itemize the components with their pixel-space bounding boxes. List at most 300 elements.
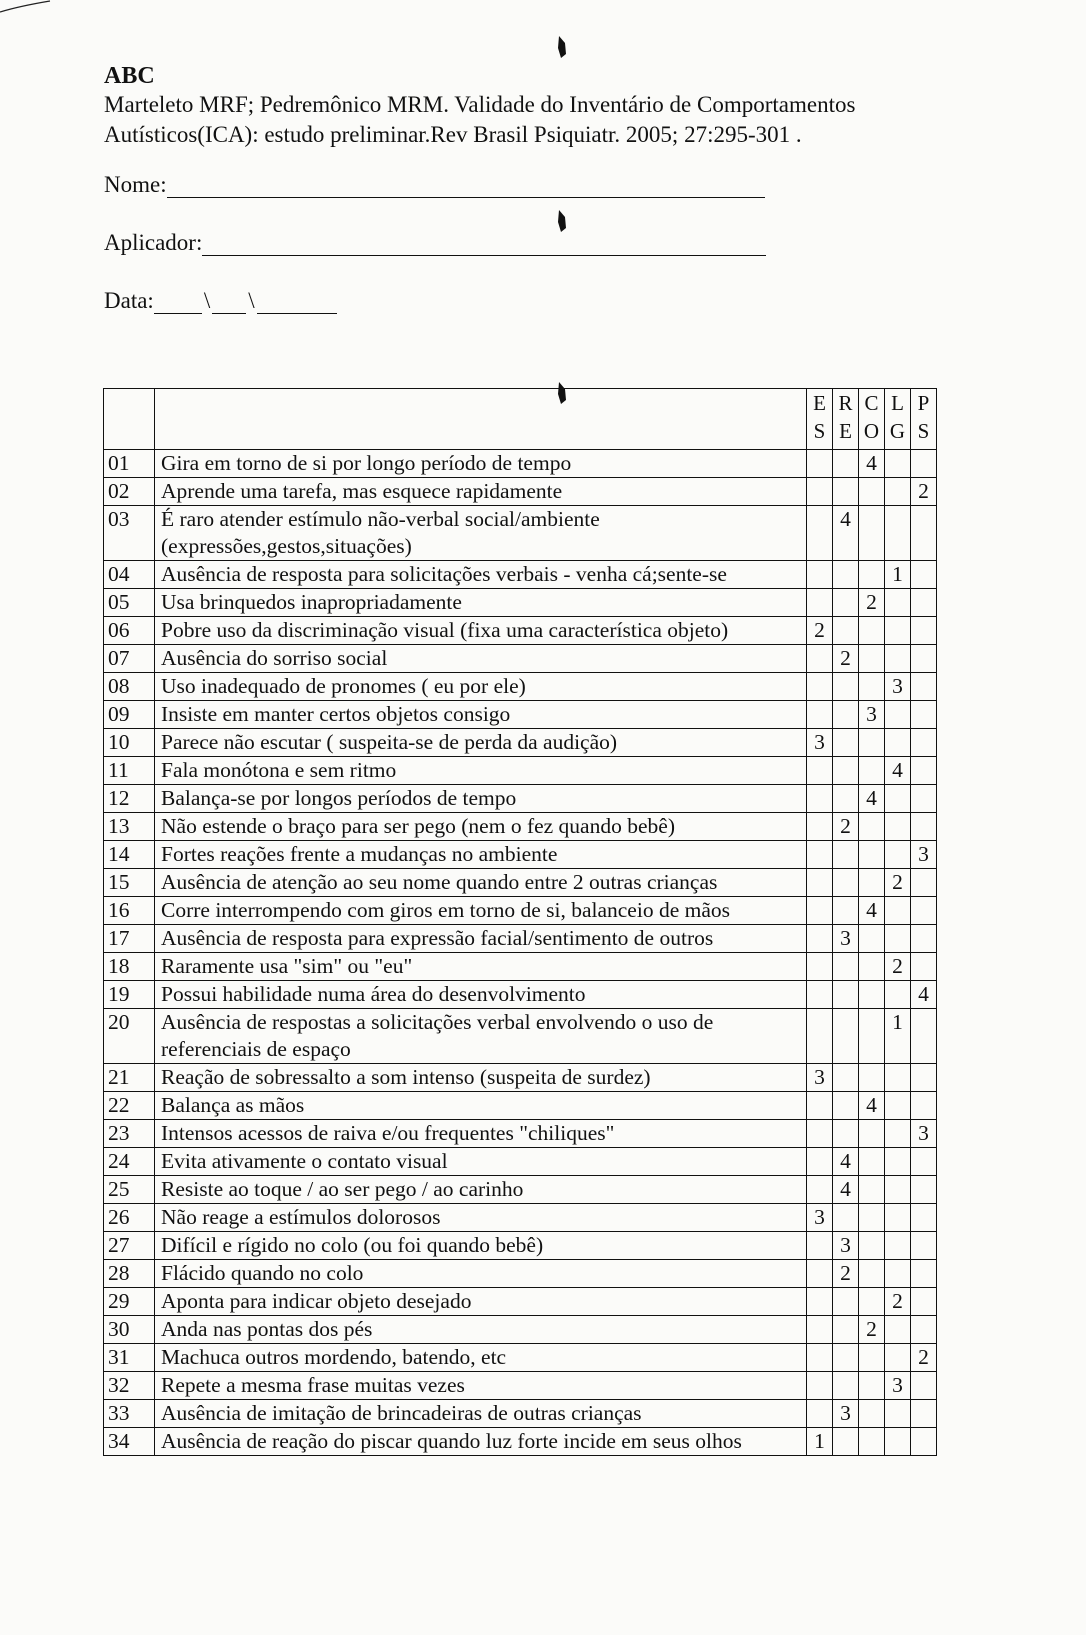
item-number: 25	[104, 1176, 155, 1204]
score-cell-empty[interactable]	[911, 869, 937, 897]
table-row	[104, 1204, 937, 1232]
score-cell-filled[interactable]: 4	[833, 1176, 859, 1204]
score-cell-empty[interactable]	[859, 1204, 885, 1232]
item-description: Ausência de resposta para expressão facial/sentimento de outros	[155, 925, 807, 953]
score-cell-filled[interactable]: 3	[833, 1400, 859, 1428]
score-cell-empty[interactable]	[911, 1288, 937, 1316]
score-cell-empty[interactable]	[885, 1232, 911, 1260]
score-cell-empty[interactable]	[885, 478, 911, 506]
item-description: Evita ativamente o contato visual	[155, 1148, 807, 1176]
item-description: Ausência de atenção ao seu nome quando entre 2 outras crianças	[155, 869, 807, 897]
score-cell-empty[interactable]	[911, 1316, 937, 1344]
score-cell-empty[interactable]	[807, 897, 833, 925]
date-month-blank[interactable]	[212, 291, 246, 314]
table-row	[104, 1316, 937, 1344]
score-cell-empty[interactable]	[807, 757, 833, 785]
item-number: 14	[104, 841, 155, 869]
item-description: Flácido quando no colo	[155, 1260, 807, 1288]
document-title: ABC	[104, 63, 155, 89]
score-cell-empty[interactable]	[885, 785, 911, 813]
abc-checklist-table	[103, 388, 937, 1456]
item-description: Ausência de resposta para solicitações verbais - venha cá;sente-se	[155, 561, 807, 589]
score-cell-empty[interactable]	[911, 897, 937, 925]
score-cell-empty[interactable]	[859, 645, 885, 673]
score-cell-empty[interactable]	[859, 841, 885, 869]
score-cell-empty[interactable]	[833, 729, 859, 757]
item-description: Corre interrompendo com giros em torno de si, balanceio de mãos	[155, 897, 807, 925]
score-cell-empty[interactable]	[885, 1428, 911, 1456]
item-number: 24	[104, 1148, 155, 1176]
score-cell-empty[interactable]	[859, 673, 885, 701]
table-row	[104, 869, 937, 897]
score-cell-empty[interactable]	[859, 757, 885, 785]
score-cell-empty[interactable]	[885, 1204, 911, 1232]
score-cell-empty[interactable]	[807, 450, 833, 478]
score-cell-empty[interactable]	[807, 1232, 833, 1260]
score-cell-empty[interactable]	[807, 869, 833, 897]
item-description: Ausência de imitação de brincadeiras de outras crianças	[155, 1400, 807, 1428]
item-number: 21	[104, 1064, 155, 1092]
score-cell-filled[interactable]: 2	[911, 1344, 937, 1372]
score-cell-empty[interactable]	[911, 645, 937, 673]
score-cell-empty[interactable]	[911, 757, 937, 785]
score-cell-empty[interactable]	[859, 1148, 885, 1176]
score-cell-empty[interactable]	[807, 1092, 833, 1120]
score-cell-empty[interactable]	[807, 1316, 833, 1344]
item-description: Resiste ao toque / ao ser pego / ao carinho	[155, 1176, 807, 1204]
table-row	[104, 981, 937, 1009]
table-row	[104, 1232, 937, 1260]
table-row	[104, 785, 937, 813]
applicator-blank-line[interactable]	[202, 233, 766, 256]
item-description: Intensos acessos de raiva e/ou frequentes "chiliques"	[155, 1120, 807, 1148]
header-col-re: R E	[833, 389, 859, 450]
score-cell-empty[interactable]	[885, 813, 911, 841]
score-cell-empty[interactable]	[859, 953, 885, 981]
score-cell-empty[interactable]	[885, 617, 911, 645]
score-cell-empty[interactable]	[859, 1064, 885, 1092]
item-number: 27	[104, 1232, 155, 1260]
score-cell-empty[interactable]	[885, 701, 911, 729]
score-cell-empty[interactable]	[833, 1428, 859, 1456]
score-cell-filled[interactable]: 2	[833, 813, 859, 841]
score-cell-empty[interactable]	[807, 673, 833, 701]
score-cell-empty[interactable]	[807, 589, 833, 617]
item-description: Pobre uso da discriminação visual (fixa uma característica objeto)	[155, 617, 807, 645]
score-cell-empty[interactable]	[859, 1372, 885, 1400]
score-cell-empty[interactable]	[833, 450, 859, 478]
table-row	[104, 478, 937, 506]
score-cell-empty[interactable]	[911, 785, 937, 813]
score-cell-filled[interactable]: 3	[911, 1120, 937, 1148]
score-cell-filled[interactable]: 3	[807, 729, 833, 757]
date-year-blank[interactable]	[257, 291, 337, 314]
score-cell-empty[interactable]	[807, 925, 833, 953]
scan-corner-mark	[0, 0, 60, 20]
item-number: 19	[104, 981, 155, 1009]
score-cell-empty[interactable]	[911, 925, 937, 953]
item-number: 10	[104, 729, 155, 757]
punch-mark-icon	[556, 36, 568, 58]
name-field[interactable]	[104, 172, 765, 198]
score-cell-empty[interactable]	[911, 506, 937, 561]
score-cell-empty[interactable]	[859, 1176, 885, 1204]
header-number-cell	[104, 389, 155, 450]
header-col-co: C O	[859, 389, 885, 450]
score-cell-filled[interactable]: 2	[859, 589, 885, 617]
item-number: 08	[104, 673, 155, 701]
score-cell-filled[interactable]: 4	[859, 1092, 885, 1120]
score-cell-empty[interactable]	[911, 701, 937, 729]
table-row	[104, 450, 937, 478]
score-cell-empty[interactable]	[859, 617, 885, 645]
date-field[interactable]	[104, 288, 337, 314]
score-cell-filled[interactable]: 4	[911, 981, 937, 1009]
applicator-field[interactable]	[104, 230, 766, 256]
item-number: 23	[104, 1120, 155, 1148]
name-blank-line[interactable]	[167, 175, 765, 198]
score-cell-filled[interactable]: 2	[859, 1316, 885, 1344]
table-row	[104, 953, 937, 981]
score-cell-empty[interactable]	[911, 953, 937, 981]
score-cell-empty[interactable]	[807, 701, 833, 729]
table-row	[104, 1344, 937, 1372]
score-cell-empty[interactable]	[833, 869, 859, 897]
table-header-row	[104, 389, 937, 450]
score-cell-empty[interactable]	[859, 925, 885, 953]
item-number: 15	[104, 869, 155, 897]
score-cell-empty[interactable]	[885, 981, 911, 1009]
score-cell-empty[interactable]	[911, 1176, 937, 1204]
item-description: Ausência de reação do piscar quando luz forte incide em seus olhos	[155, 1428, 807, 1456]
score-cell-empty[interactable]	[911, 1400, 937, 1428]
score-cell-empty[interactable]	[833, 1288, 859, 1316]
score-cell-filled[interactable]: 3	[911, 841, 937, 869]
score-cell-empty[interactable]	[885, 450, 911, 478]
score-cell-empty[interactable]	[859, 869, 885, 897]
item-number: 05	[104, 589, 155, 617]
item-description: Parece não escutar ( suspeita-se de perda da audição)	[155, 729, 807, 757]
score-cell-empty[interactable]	[911, 813, 937, 841]
score-cell-empty[interactable]	[807, 506, 833, 561]
score-cell-empty[interactable]	[833, 897, 859, 925]
score-cell-empty[interactable]	[885, 925, 911, 953]
score-cell-filled[interactable]: 2	[885, 869, 911, 897]
punch-mark-icon	[556, 210, 568, 232]
score-cell-empty[interactable]	[885, 1260, 911, 1288]
table-row	[104, 617, 937, 645]
score-cell-empty[interactable]	[859, 1400, 885, 1428]
item-number: 26	[104, 1204, 155, 1232]
header-item-cell	[155, 389, 807, 450]
table-row	[104, 1372, 937, 1400]
item-description: Insiste em manter certos objetos consigo	[155, 701, 807, 729]
item-number: 31	[104, 1344, 155, 1372]
score-cell-filled[interactable]: 3	[833, 1232, 859, 1260]
score-cell-empty[interactable]	[833, 589, 859, 617]
score-cell-empty[interactable]	[859, 478, 885, 506]
score-cell-empty[interactable]	[833, 1204, 859, 1232]
item-description: Não reage a estímulos dolorosos	[155, 1204, 807, 1232]
table-row	[104, 1009, 937, 1064]
table-row	[104, 925, 937, 953]
score-cell-empty[interactable]	[885, 897, 911, 925]
score-cell-filled[interactable]: 4	[859, 897, 885, 925]
score-cell-empty[interactable]	[859, 506, 885, 561]
score-cell-empty[interactable]	[885, 729, 911, 757]
score-cell-empty[interactable]	[885, 1064, 911, 1092]
header-col-ps: P S	[911, 389, 937, 450]
score-cell-filled[interactable]: 1	[885, 561, 911, 589]
score-cell-empty[interactable]	[833, 617, 859, 645]
score-cell-filled[interactable]: 3	[807, 1204, 833, 1232]
score-cell-filled[interactable]: 4	[885, 757, 911, 785]
score-cell-empty[interactable]	[885, 1176, 911, 1204]
score-cell-empty[interactable]	[807, 981, 833, 1009]
document-header	[104, 62, 1044, 150]
score-cell-empty[interactable]	[833, 757, 859, 785]
score-cell-empty[interactable]	[807, 953, 833, 981]
score-cell-empty[interactable]	[833, 1064, 859, 1092]
score-cell-empty[interactable]	[807, 1176, 833, 1204]
score-cell-empty[interactable]	[885, 506, 911, 561]
score-cell-empty[interactable]	[859, 1288, 885, 1316]
table-row	[104, 813, 937, 841]
score-cell-empty[interactable]	[833, 561, 859, 589]
item-number: 28	[104, 1260, 155, 1288]
header-col-lg: L G	[885, 389, 911, 450]
item-description: Aprende uma tarefa, mas esquece rapidamente	[155, 478, 807, 506]
score-cell-filled[interactable]: 3	[885, 1372, 911, 1400]
item-description: Não estende o braço para ser pego (nem o fez quando bebê)	[155, 813, 807, 841]
score-cell-filled[interactable]: 4	[859, 785, 885, 813]
score-cell-empty[interactable]	[833, 701, 859, 729]
score-cell-empty[interactable]	[807, 561, 833, 589]
table-row	[104, 897, 937, 925]
item-description: Repete a mesma frase muitas vezes	[155, 1372, 807, 1400]
item-description: Uso inadequado de pronomes ( eu por ele)	[155, 673, 807, 701]
item-description: Machuca outros mordendo, batendo, etc	[155, 1344, 807, 1372]
score-cell-empty[interactable]	[833, 1092, 859, 1120]
table-row	[104, 1428, 937, 1456]
score-cell-empty[interactable]	[885, 841, 911, 869]
score-cell-empty[interactable]	[833, 981, 859, 1009]
score-cell-filled[interactable]: 2	[911, 478, 937, 506]
item-number: 02	[104, 478, 155, 506]
item-description: Fortes reações frente a mudanças no ambiente	[155, 841, 807, 869]
table-row	[104, 645, 937, 673]
score-cell-empty[interactable]	[911, 617, 937, 645]
item-description: É raro atender estímulo não-verbal social/ambiente (expressões,gestos,situações)	[155, 506, 807, 561]
item-description: Balança-se por longos períodos de tempo	[155, 785, 807, 813]
score-cell-empty[interactable]	[859, 561, 885, 589]
item-number: 12	[104, 785, 155, 813]
score-cell-empty[interactable]	[859, 1428, 885, 1456]
score-cell-empty[interactable]	[911, 450, 937, 478]
score-cell-filled[interactable]: 2	[833, 1260, 859, 1288]
score-cell-filled[interactable]: 2	[885, 1288, 911, 1316]
score-cell-empty[interactable]	[911, 1009, 937, 1064]
score-cell-filled[interactable]: 4	[833, 1148, 859, 1176]
score-cell-empty[interactable]	[859, 1120, 885, 1148]
score-cell-filled[interactable]: 3	[833, 925, 859, 953]
item-number: 04	[104, 561, 155, 589]
score-cell-filled[interactable]: 4	[859, 450, 885, 478]
score-cell-filled[interactable]: 3	[859, 701, 885, 729]
item-number: 03	[104, 506, 155, 561]
score-cell-empty[interactable]	[885, 1344, 911, 1372]
item-description: Reação de sobressalto a som intenso (suspeita de surdez)	[155, 1064, 807, 1092]
score-cell-empty[interactable]	[833, 1316, 859, 1344]
table-row	[104, 1288, 937, 1316]
score-cell-empty[interactable]	[885, 1120, 911, 1148]
score-cell-empty[interactable]	[859, 1344, 885, 1372]
score-cell-filled[interactable]: 4	[833, 506, 859, 561]
item-number: 13	[104, 813, 155, 841]
score-cell-empty[interactable]	[807, 1148, 833, 1176]
table-row	[104, 673, 937, 701]
score-cell-filled[interactable]: 2	[833, 645, 859, 673]
score-cell-empty[interactable]	[807, 1372, 833, 1400]
item-description: Balança as mãos	[155, 1092, 807, 1120]
score-cell-empty[interactable]	[911, 1148, 937, 1176]
item-number: 06	[104, 617, 155, 645]
item-number: 18	[104, 953, 155, 981]
score-cell-empty[interactable]	[807, 1260, 833, 1288]
item-number: 32	[104, 1372, 155, 1400]
table-row	[104, 757, 937, 785]
score-cell-empty[interactable]	[911, 729, 937, 757]
item-number: 33	[104, 1400, 155, 1428]
score-cell-empty[interactable]	[911, 1064, 937, 1092]
applicator-label: Aplicador:	[104, 230, 203, 255]
score-cell-empty[interactable]	[807, 1344, 833, 1372]
score-cell-empty[interactable]	[885, 645, 911, 673]
score-cell-filled[interactable]: 1	[885, 1009, 911, 1064]
header-col-es: E S	[807, 389, 833, 450]
table-row	[104, 1400, 937, 1428]
item-description: Usa brinquedos inapropriadamente	[155, 589, 807, 617]
table-row	[104, 1120, 937, 1148]
score-cell-empty[interactable]	[807, 841, 833, 869]
score-cell-empty[interactable]	[807, 1288, 833, 1316]
table-row	[104, 1260, 937, 1288]
score-cell-empty[interactable]	[911, 1092, 937, 1120]
score-cell-empty[interactable]	[911, 1428, 937, 1456]
item-description: Ausência de respostas a solicitações verbal envolvendo o uso de referenciais de espaço	[155, 1009, 807, 1064]
score-cell-filled[interactable]: 2	[807, 617, 833, 645]
item-number: 09	[104, 701, 155, 729]
table-row	[104, 701, 937, 729]
score-cell-empty[interactable]	[885, 589, 911, 617]
score-cell-empty[interactable]	[807, 813, 833, 841]
item-description: Raramente usa "sim" ou "eu"	[155, 953, 807, 981]
item-number: 34	[104, 1428, 155, 1456]
score-cell-filled[interactable]: 3	[885, 673, 911, 701]
score-cell-empty[interactable]	[859, 1260, 885, 1288]
score-cell-empty[interactable]	[807, 1120, 833, 1148]
score-cell-empty[interactable]	[885, 1400, 911, 1428]
item-description: Gira em torno de si por longo período de tempo	[155, 450, 807, 478]
score-cell-empty[interactable]	[833, 953, 859, 981]
score-cell-empty[interactable]	[885, 1148, 911, 1176]
score-cell-empty[interactable]	[859, 1232, 885, 1260]
score-cell-empty[interactable]	[807, 478, 833, 506]
score-cell-empty[interactable]	[911, 1232, 937, 1260]
score-cell-empty[interactable]	[807, 1400, 833, 1428]
score-cell-empty[interactable]	[859, 729, 885, 757]
item-description: Ausência do sorriso social	[155, 645, 807, 673]
item-number: 22	[104, 1092, 155, 1120]
date-day-blank[interactable]	[154, 291, 202, 314]
score-cell-empty[interactable]	[885, 1316, 911, 1344]
item-number: 01	[104, 450, 155, 478]
score-cell-empty[interactable]	[833, 1009, 859, 1064]
score-cell-empty[interactable]	[807, 645, 833, 673]
table-row	[104, 1092, 937, 1120]
item-description: Anda nas pontas dos pés	[155, 1316, 807, 1344]
score-cell-empty[interactable]	[833, 785, 859, 813]
table-row	[104, 729, 937, 757]
score-cell-filled[interactable]: 1	[807, 1428, 833, 1456]
item-number: 30	[104, 1316, 155, 1344]
table-row	[104, 1148, 937, 1176]
item-number: 16	[104, 897, 155, 925]
item-number: 20	[104, 1009, 155, 1064]
score-cell-empty[interactable]	[833, 1120, 859, 1148]
score-cell-empty[interactable]	[807, 1009, 833, 1064]
score-cell-empty[interactable]	[859, 981, 885, 1009]
score-cell-empty[interactable]	[911, 561, 937, 589]
score-cell-empty[interactable]	[807, 785, 833, 813]
score-cell-filled[interactable]: 3	[807, 1064, 833, 1092]
score-cell-empty[interactable]	[833, 478, 859, 506]
score-cell-empty[interactable]	[911, 1204, 937, 1232]
item-number: 29	[104, 1288, 155, 1316]
score-cell-empty[interactable]	[859, 1009, 885, 1064]
score-cell-empty[interactable]	[859, 813, 885, 841]
score-cell-empty[interactable]	[911, 673, 937, 701]
score-cell-empty[interactable]	[833, 673, 859, 701]
item-description: Possui habilidade numa área do desenvolvimento	[155, 981, 807, 1009]
item-number: 17	[104, 925, 155, 953]
name-label: Nome:	[104, 172, 167, 197]
score-cell-empty[interactable]	[911, 589, 937, 617]
citation-line-1: Marteleto MRF; Pedremônico MRM. Validade do Inventário de Comportamentos	[104, 92, 856, 117]
table-row	[104, 589, 937, 617]
item-description: Difícil e rígido no colo (ou foi quando bebê)	[155, 1232, 807, 1260]
date-separator: \	[203, 288, 211, 313]
table-row	[104, 506, 937, 561]
table-row	[104, 561, 937, 589]
item-description: Fala monótona e sem ritmo	[155, 757, 807, 785]
date-separator: \	[248, 288, 255, 313]
score-cell-empty[interactable]	[833, 1344, 859, 1372]
score-cell-empty[interactable]	[911, 1372, 937, 1400]
score-cell-empty[interactable]	[833, 1372, 859, 1400]
score-cell-empty[interactable]	[833, 841, 859, 869]
score-cell-empty[interactable]	[911, 1260, 937, 1288]
table-row	[104, 1064, 937, 1092]
item-number: 07	[104, 645, 155, 673]
score-cell-empty[interactable]	[885, 1092, 911, 1120]
score-cell-filled[interactable]: 2	[885, 953, 911, 981]
table-row	[104, 841, 937, 869]
item-description: Aponta para indicar objeto desejado	[155, 1288, 807, 1316]
citation-line-2: Autísticos(ICA): estudo preliminar.Rev Brasil Psiquiatr. 2005; 27:295-301 .	[104, 122, 802, 147]
item-number: 11	[104, 757, 155, 785]
table-row	[104, 1176, 937, 1204]
